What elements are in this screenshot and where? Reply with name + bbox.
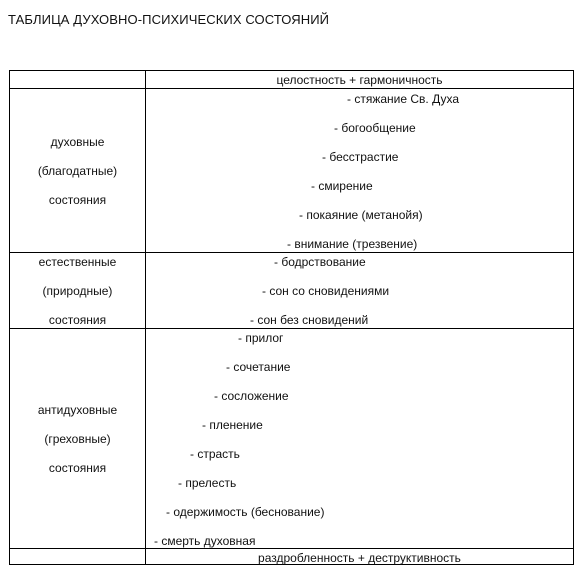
category-line: (благодатные) [37, 164, 118, 178]
list-item: - бодрствование [274, 255, 366, 269]
row-divider [10, 548, 573, 549]
bottom-row-text: раздробленность + деструктивность [258, 551, 461, 565]
category-line: состояния [48, 313, 107, 327]
category-line: состояния [48, 193, 107, 207]
category-line: духовные [50, 135, 105, 149]
list-item: - сочетание [226, 360, 291, 374]
row-divider [10, 328, 573, 329]
category-line: (природные) [42, 284, 113, 298]
list-item: - сон со сновидениями [262, 284, 390, 298]
category-line: антидуховные [37, 403, 118, 417]
list-item: - покаяние (метанойя) [299, 208, 423, 222]
category-line: естественные [38, 255, 117, 269]
list-item: - страсть [190, 447, 240, 461]
top-row-text: целостность + гармоничность [276, 73, 443, 87]
states-table [9, 70, 574, 565]
category-line: (греховные) [44, 432, 111, 446]
list-item: - прелесть [178, 476, 237, 490]
row-divider [10, 252, 573, 253]
list-item: - сосложение [214, 389, 289, 403]
list-item: - одержимость (беснование) [166, 505, 325, 519]
list-item: - смерть духовная [154, 534, 256, 548]
list-item: - стяжание Св. Духа [347, 92, 460, 106]
list-item: - смирение [311, 179, 373, 193]
list-item: - пленение [202, 418, 263, 432]
column-divider [145, 71, 146, 564]
page-title: ТАБЛИЦА ДУХОВНО-ПСИХИЧЕСКИХ СОСТОЯНИЙ [8, 12, 330, 27]
list-item: - сон без сновидений [250, 313, 369, 327]
list-item: - бесстрастие [322, 150, 399, 164]
category-line: состояния [48, 461, 107, 475]
row-divider [10, 88, 573, 89]
list-item: - прилог [238, 331, 284, 345]
list-item: - внимание (трезвение) [287, 237, 418, 251]
list-item: - богообщение [334, 121, 416, 135]
